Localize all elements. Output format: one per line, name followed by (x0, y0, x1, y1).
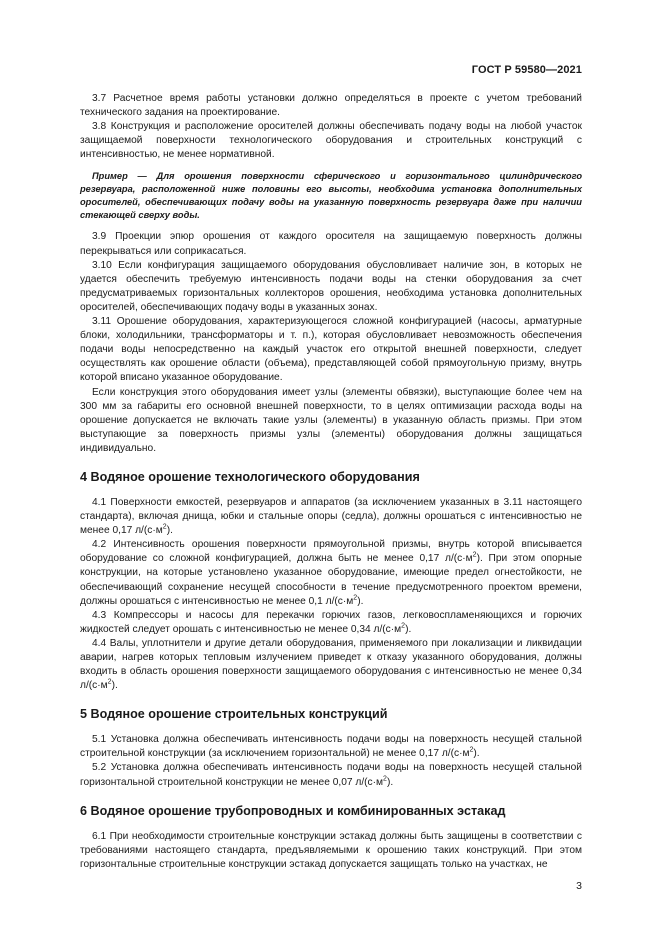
paragraph-3-8: 3.8 Конструкция и расположение оросителей должны обеспечивать подачу воды на любой участок защищаемой поверхности технологического оборудования и строительных конструкций с интенсивностью, не менее нормативной. (80, 121, 582, 161)
paragraph-4-4: 4.4 Валы, уплотнители и другие детали оборудования, применяемого при локализации и ликвидации аварии, нагрев которых тепловым излучением приведет к отказу указанного оборудования, должны входить в область орошения поверхности защищаемого оборудования с интенсивностью не менее 0,34 $л/(с\cdot м^2)$. (80, 637, 582, 692)
paragraph-5-1: 5.1 Установка должна обеспечивать интенсивность подачи воды на поверхность несущей стальной строительной конструкции (за исключением горизонтальной) не менее 0,17 $л/(с\cdot м^2)$. (80, 734, 582, 760)
section-6-heading: 6 Водяное орошение трубопроводных и комбинированных эстакад (80, 803, 506, 818)
paragraph-3-10: 3.10 Если конфигурация защищаемого оборудования обусловливает наличие зон, в которых не удается обеспечить требуемую интенсивность подачи воды на стенки оборудования за счет предусматриваемых горизонтальных коллекторов орошения, необходима установка дополнительных оросителей, обеспечивающих подачу воды в указанных зонах. (80, 259, 582, 313)
page-number: 3 (576, 880, 582, 892)
document-body (80, 92, 582, 872)
paragraph-4-1: 4.1 Поверхности емкостей, резервуаров и аппаратов (за исключением указанных в 3.11 настоящего стандарта), включая днища, юбки и стальные опоры (седла), должны орошаться с интенсивностью не менее 0,17 $л/(с\cdot м^2)$. (80, 496, 582, 537)
paragraph-3-9: 3.9 Проекции эпюр орошения от каждого оросителя на защищаемую поверхность должны перекрываться или соприкасаться. (80, 231, 582, 257)
paragraph-4-3: 4.3 Компрессоры и насосы для перекачки горючих газов, легковоспламеняющихся и горючих жидкостей следует орошать с интенсивностью не менее 0,34 $л/(с\cdot м^2)$. (80, 609, 582, 635)
example-label: Пример — (92, 171, 147, 182)
paragraph-3-7: 3.7 Расчетное время работы установки должно определяться в проекте с учетом требований технического задания на проектирование. (80, 93, 582, 119)
example-text: Для орошения поверхности сферического и горизонтального цилиндрического резервуара, расположенной ниже половины его высоты, необходима установка дополнительных оросителей, обеспечивающих подачу воды на указанную поверхность резервуара даже при наличии стекающей сверху воды. (80, 171, 583, 221)
paragraph-6-1: 6.1 При необходимости строительные конструкции эстакад должны быть защищены в соответствии с требованиями настоящего стандарта, предъявляемыми к орошению таких конструкций. При этом горизонтальные строительные конструкции эстакад допускается защищать только на участках, не (80, 830, 582, 870)
document-header-id: ГОСТ Р 59580—2021 (471, 64, 582, 76)
example-note (80, 170, 582, 222)
section-5-heading: 5 Водяное орошение строительных конструкций (80, 707, 388, 722)
paragraph-5-2: 5.2 Установка должна обеспечивать интенсивность подачи воды на поверхность несущей стальной горизонтальной строительной конструкции не менее 0,07 $л/(с\cdot м^2)$. (80, 762, 582, 788)
paragraph-3-11: 3.11 Орошение оборудования, характеризующегося сложной конфигурацией (насосы, арматурные блоки, холодильники, трансформаторы и т. п.), которая обусловливает невозможность обеспечения подачи воды непосредственно на каждый участок его открытой внешней поверхности, следует осуществлять как орошение области (объема), представляющей собой прямоугольную призму, внутрь которой вписано указанное оборудование. (80, 316, 582, 384)
section-4-heading: 4 Водяное орошение технологического оборудования (80, 469, 420, 484)
paragraph-4-2: 4.2 Интенсивность орошения поверхности прямоугольной призмы, внутрь которой вписывается оборудование со сложной конфигурацией, должна быть не менее 0,17 $л/(с\cdot м^2)$. При этом опорные конструкции, на которые установлено указанное оборудование, имеющие предел огнестойкости, не обеспечивающий сохранение несущей способности в течение предусмотренного проектом времени, должны орошаться с интенсивностью не менее 0,1 $л/(с\cdot м^2)$. (80, 539, 583, 607)
paragraph-3-11-continued: Если конструкция этого оборудования имеет узлы (элементы обвязки), выступающие более чем на 300 мм за габариты его основной внешней поверхности, то в целях оптимизации расхода воды на орошение допускается не включать такие узлы (элементы) в указанную область призмы. При этом выступающие за поверхность призмы узлы (элементы) оборудования должны защищаться индивидуально. (80, 386, 582, 454)
